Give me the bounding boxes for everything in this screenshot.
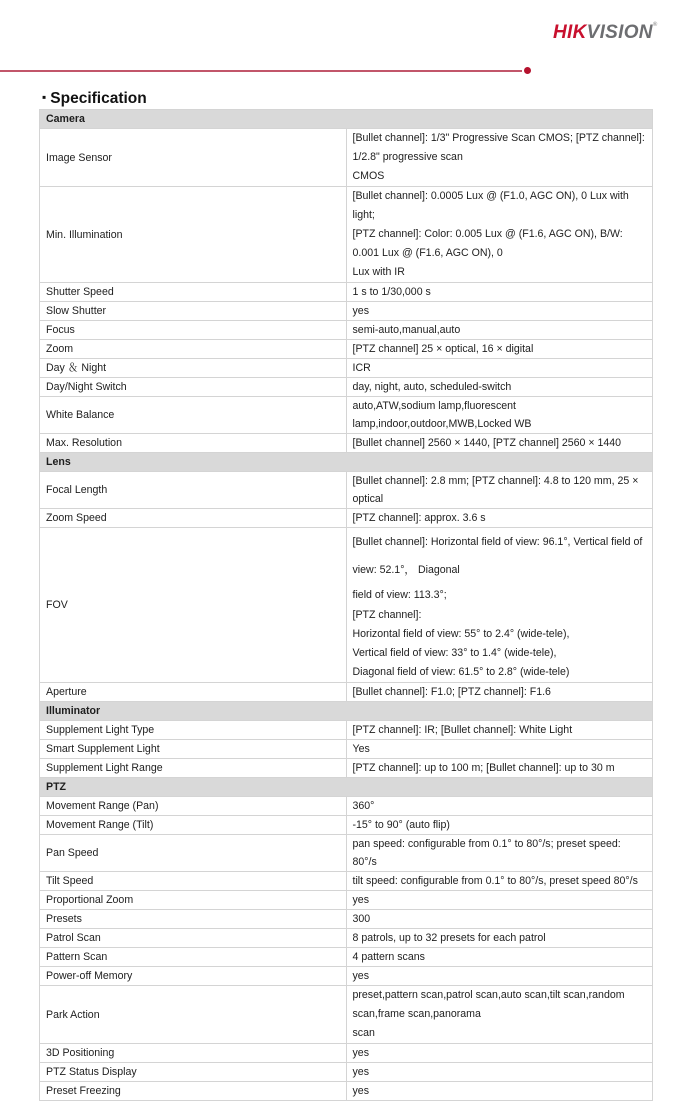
spec-value bbox=[346, 948, 653, 967]
spec-value bbox=[346, 929, 653, 948]
spec-value-line: [PTZ channel]: IR; [Bullet channel]: White Light bbox=[352, 724, 573, 736]
table-row bbox=[40, 129, 653, 187]
section-header-ptz bbox=[40, 778, 653, 797]
spec-value bbox=[346, 378, 653, 397]
table-row bbox=[40, 340, 653, 359]
table-row bbox=[40, 1082, 653, 1101]
section-header-camera bbox=[40, 110, 653, 129]
spec-label: Aperture bbox=[40, 683, 347, 702]
spec-label: Movement Range (Pan) bbox=[40, 797, 347, 816]
title-bullet-icon: ▪ bbox=[42, 90, 47, 104]
spec-value bbox=[346, 359, 653, 378]
logo-vision: VISION bbox=[586, 22, 653, 43]
spec-value-line: 8 patrols, up to 32 presets for each patrol bbox=[352, 932, 546, 944]
spec-label: Park Action bbox=[40, 986, 347, 1044]
spec-label: Image Sensor bbox=[40, 129, 347, 187]
spec-value bbox=[346, 1063, 653, 1082]
table-row bbox=[40, 797, 653, 816]
spec-value bbox=[346, 721, 653, 740]
spec-label: Power-off Memory bbox=[40, 967, 347, 986]
spec-label: Presets bbox=[40, 910, 347, 929]
spec-value-line: yes bbox=[352, 894, 369, 906]
spec-value bbox=[346, 740, 653, 759]
spec-value-line: [PTZ channel]: approx. 3.6 s bbox=[352, 512, 486, 524]
registered-mark: ® bbox=[652, 22, 658, 28]
spec-value-line: yes bbox=[352, 1047, 369, 1059]
spec-value bbox=[346, 1082, 653, 1101]
table-row bbox=[40, 302, 653, 321]
spec-value-line: scan bbox=[352, 1027, 375, 1039]
spec-value bbox=[346, 910, 653, 929]
spec-value-line: preset,pattern scan,patrol scan,auto scan,tilt scan,random scan,frame scan,panorama bbox=[352, 989, 625, 1020]
table-row bbox=[40, 929, 653, 948]
table-row bbox=[40, 283, 653, 302]
spec-label: Smart Supplement Light bbox=[40, 740, 347, 759]
spec-value-line: [PTZ channel]: bbox=[352, 609, 422, 621]
spec-value bbox=[346, 1044, 653, 1063]
section-title: PTZ bbox=[40, 778, 653, 797]
spec-value-line: pan speed: configurable from 0.1° to 80°/s; preset speed: 80°/s bbox=[352, 838, 621, 868]
spec-value-line: [PTZ channel]: Color: 0.005 Lux @ (F1.6, AGC ON), B/W: 0.001 Lux @ (F1.6, AGC ON), 0 bbox=[352, 228, 623, 259]
spec-value-line: semi-auto,manual,auto bbox=[352, 324, 461, 336]
section-header-lens bbox=[40, 453, 653, 472]
spec-label: Max. Resolution bbox=[40, 434, 347, 453]
spec-label: Pan Speed bbox=[40, 835, 347, 872]
spec-label: Day/Night Switch bbox=[40, 378, 347, 397]
spec-value-line: Vertical field of view: 33° to 1.4° (wide-tele), bbox=[352, 647, 557, 659]
table-row bbox=[40, 910, 653, 929]
spec-value-line: [Bullet channel]: 0.0005 Lux @ (F1.0, AGC ON), 0 Lux with light; bbox=[352, 190, 629, 221]
table-row bbox=[40, 472, 653, 509]
table-row bbox=[40, 187, 653, 283]
table-row bbox=[40, 1063, 653, 1082]
title-text: Specification bbox=[50, 90, 147, 107]
spec-value-line: Yes bbox=[352, 743, 370, 755]
spec-value bbox=[346, 683, 653, 702]
spec-value-line: 1 s to 1/30,000 s bbox=[352, 286, 431, 298]
spec-value-line: 300 bbox=[352, 913, 371, 925]
table-row bbox=[40, 359, 653, 378]
section-title: Camera bbox=[40, 110, 653, 129]
spec-value bbox=[346, 434, 653, 453]
table-row bbox=[40, 948, 653, 967]
spec-value bbox=[346, 797, 653, 816]
spec-value-line: [Bullet channel]: 1/3" Progressive Scan CMOS; [PTZ channel]: 1/2.8" progressive scan bbox=[352, 132, 645, 163]
spec-value-line: field of view: 113.3°; bbox=[352, 589, 447, 601]
spec-value-line: [Bullet channel]: Horizontal field of view: 96.1°, Vertical field of view: 52.1°， Diagonal bbox=[352, 536, 643, 576]
spec-value-line: yes bbox=[352, 305, 369, 317]
spec-value-line: CMOS bbox=[352, 170, 385, 182]
spec-value-line: 360° bbox=[352, 800, 375, 812]
table-row bbox=[40, 759, 653, 778]
spec-label: Patrol Scan bbox=[40, 929, 347, 948]
spec-label: Shutter Speed bbox=[40, 283, 347, 302]
spec-value-line: Lux with IR bbox=[352, 266, 405, 278]
spec-label: Zoom Speed bbox=[40, 509, 347, 528]
spec-label: Focus bbox=[40, 321, 347, 340]
spec-label: PTZ Status Display bbox=[40, 1063, 347, 1082]
spec-value bbox=[346, 528, 653, 683]
spec-value bbox=[346, 835, 653, 872]
table-row bbox=[40, 528, 653, 683]
spec-value-line: day, night, auto, scheduled-switch bbox=[352, 381, 512, 393]
table-row bbox=[40, 967, 653, 986]
table-row bbox=[40, 397, 653, 434]
spec-value bbox=[346, 509, 653, 528]
spec-value bbox=[346, 891, 653, 910]
spec-value bbox=[346, 759, 653, 778]
spec-label: Proportional Zoom bbox=[40, 891, 347, 910]
table-row bbox=[40, 835, 653, 872]
header-divider-line bbox=[0, 70, 522, 72]
table-row bbox=[40, 378, 653, 397]
spec-value-line: auto,ATW,sodium lamp,fluorescent lamp,indoor,outdoor,MWB,Locked WB bbox=[352, 400, 532, 430]
section-title: Illuminator bbox=[40, 702, 653, 721]
spec-label: Supplement Light Type bbox=[40, 721, 347, 740]
logo-hik: HIK bbox=[553, 22, 587, 43]
spec-value-line: [Bullet channel]: 2.8 mm; [PTZ channel]: 4.8 to 120 mm, 25 × optical bbox=[352, 475, 639, 505]
table-row bbox=[40, 872, 653, 891]
spec-value-line: -15° to 90° (auto flip) bbox=[352, 819, 450, 831]
spec-value-line: 4 pattern scans bbox=[352, 951, 425, 963]
spec-label: White Balance bbox=[40, 397, 347, 434]
spec-label: Slow Shutter bbox=[40, 302, 347, 321]
table-row bbox=[40, 683, 653, 702]
table-row bbox=[40, 1044, 653, 1063]
hikvision-logo bbox=[553, 22, 658, 44]
section-title: Lens bbox=[40, 453, 653, 472]
spec-value bbox=[346, 129, 653, 187]
table-row bbox=[40, 321, 653, 340]
spec-label: 3D Positioning bbox=[40, 1044, 347, 1063]
table-row bbox=[40, 434, 653, 453]
spec-value bbox=[346, 302, 653, 321]
spec-value bbox=[346, 986, 653, 1044]
spec-value-line: [Bullet channel] 2560 × 1440, [PTZ channel] 2560 × 1440 bbox=[352, 437, 622, 449]
spec-value bbox=[346, 397, 653, 434]
spec-value bbox=[346, 340, 653, 359]
spec-value bbox=[346, 816, 653, 835]
section-header-illuminator bbox=[40, 702, 653, 721]
spec-value-line: Horizontal field of view: 55° to 2.4° (wide-tele), bbox=[352, 628, 570, 640]
spec-value bbox=[346, 872, 653, 891]
spec-value-line: ICR bbox=[352, 362, 371, 374]
spec-value-line: yes bbox=[352, 970, 369, 982]
spec-value bbox=[346, 472, 653, 509]
spec-value-line: [PTZ channel] 25 × optical, 16 × digital bbox=[352, 343, 534, 355]
spec-label: FOV bbox=[40, 528, 347, 683]
spec-value-line: Diagonal field of view: 61.5° to 2.8° (wide-tele) bbox=[352, 666, 570, 678]
spec-value-line: yes bbox=[352, 1066, 369, 1078]
header-divider-dot bbox=[524, 67, 531, 74]
spec-label: Zoom bbox=[40, 340, 347, 359]
table-row bbox=[40, 891, 653, 910]
spec-label: Preset Freezing bbox=[40, 1082, 347, 1101]
table-row bbox=[40, 721, 653, 740]
page-title bbox=[42, 90, 147, 108]
spec-label: Pattern Scan bbox=[40, 948, 347, 967]
table-row bbox=[40, 816, 653, 835]
spec-value bbox=[346, 187, 653, 283]
spec-label: Min. Illumination bbox=[40, 187, 347, 283]
spec-label: Movement Range (Tilt) bbox=[40, 816, 347, 835]
spec-value-line: [PTZ channel]: up to 100 m; [Bullet channel]: up to 30 m bbox=[352, 762, 615, 774]
table-row bbox=[40, 740, 653, 759]
spec-value-line: [Bullet channel]: F1.0; [PTZ channel]: F1.6 bbox=[352, 686, 551, 698]
table-row bbox=[40, 986, 653, 1044]
spec-label: Supplement Light Range bbox=[40, 759, 347, 778]
spec-label: Tilt Speed bbox=[40, 872, 347, 891]
spec-value bbox=[346, 967, 653, 986]
spec-value bbox=[346, 321, 653, 340]
spec-value-line: tilt speed: configurable from 0.1° to 80°/s, preset speed 80°/s bbox=[352, 875, 638, 887]
specification-table bbox=[39, 109, 653, 1101]
spec-label: Day ＆ Night bbox=[40, 359, 347, 378]
spec-value-line: yes bbox=[352, 1085, 369, 1097]
spec-label: Focal Length bbox=[40, 472, 347, 509]
spec-value bbox=[346, 283, 653, 302]
table-row bbox=[40, 509, 653, 528]
